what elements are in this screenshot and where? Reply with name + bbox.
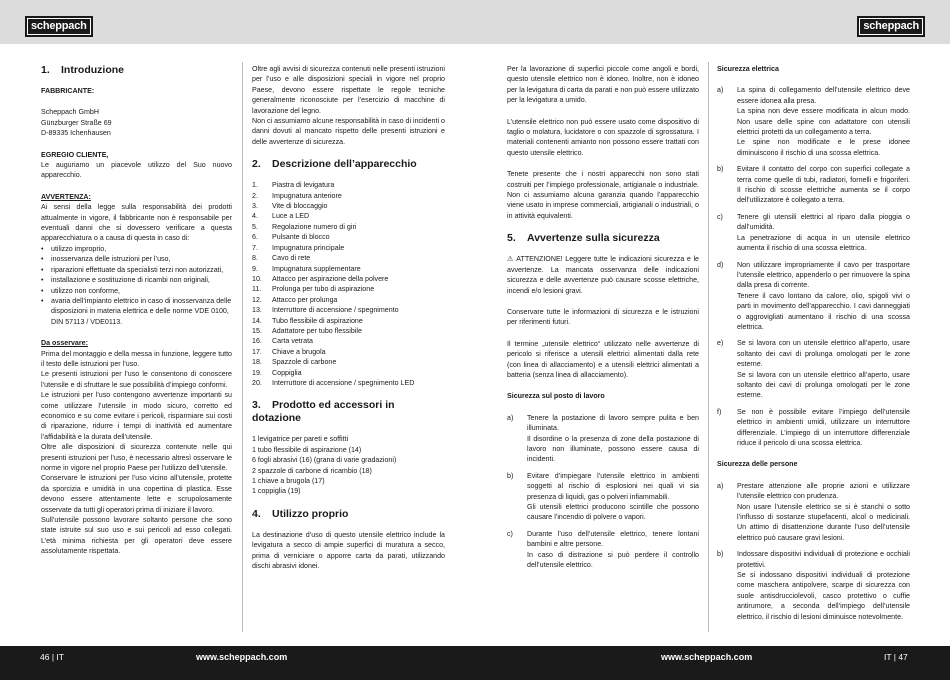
list-item: • avaria dell’impianto elettrico in caso di inosservanza delle disposizioni in materia elettrica e delle norme VDE 0100, DIN 57113 / VDE0113. (41, 296, 232, 327)
parts-list-label: Prolunga per tubo di aspirazione (272, 285, 375, 294)
safety-item-text: Durante l’uso dell’utensile elettrico, tenere lontani bambini e altre persone. (527, 529, 699, 549)
parts-list-item (252, 232, 445, 242)
safety-item-letter: a) (717, 86, 724, 95)
parts-list-item (252, 191, 445, 201)
parts-list-number: 20. (252, 378, 262, 387)
parts-list-label: Carta vetrata (272, 337, 314, 346)
warning-paragraph: ⚠ ATTENZIONE! Leggere tutte le indicazioni sicurezza e le avvertenze. La mancata osservanza delle indicazioni sicurezza e delle avvertenze può causare scosse elettriche, incendi e/o lesioni gravi. (507, 255, 699, 295)
safety-list-item (507, 529, 699, 571)
parts-list-item (252, 201, 445, 211)
safety-item-letter: b) (717, 550, 724, 559)
safety-item-text: In caso di distrazione si può perdere il controllo dell’utensile elettrico. (527, 550, 699, 570)
footer-url-right[interactable]: www.scheppach.com (661, 652, 753, 662)
parts-list-number: 18. (252, 358, 262, 367)
safety-item-text: La penetrazione di acqua in un utensile elettrico aumenta il rischio di una scossa elettrica. (737, 233, 910, 253)
safety-item-text: Tenere la postazione di lavoro sempre pulita e ben illuminata. (527, 413, 699, 433)
fabbricante-label: FABBRICANTE: (41, 87, 95, 95)
workplace-safety-list (507, 413, 699, 571)
parts-list-number: 5. (252, 222, 258, 231)
parts-list-label: Impugnatura anteriore (272, 191, 342, 200)
safety-item-letter: a) (717, 481, 724, 490)
safety-item-letter: b) (717, 165, 724, 174)
osservare-label: Da osservare: (41, 339, 88, 348)
safety-item-text: La spina non deve essere modificata in alcun modo. Non usare delle spine con adattatore con utensili elettrici protetti da un collegamento a terra. (737, 107, 910, 137)
parts-list-item (252, 368, 445, 378)
parts-list-label: Adattatore per tubo flessibile (272, 326, 362, 335)
paragraph: L’utensile elettrico non può essere usato come dispositivo di taglio o molatura, lucidatore o con spazzole di sgrossatura. I materiali contenenti amianto non possono essere trattati con questo utensile elettrico. (507, 117, 699, 157)
safety-item-text: Indossare dispositivi individuali di protezione e occhiali protettivi. (737, 550, 910, 569)
paragraph: Oltre agli avvisi di sicurezza contenuti nelle presenti istruzioni per l’uso e alle disposizioni speciali in vigore nel proprio Paese, devono essere rispettate le regole tecniche generalmente riconosciute per l’esercizio di macchine di lavorazione del legno. (252, 65, 445, 115)
safety-list-item (507, 413, 699, 465)
list-item: • utilizzo improprio, (41, 244, 232, 254)
parts-list-number: 19. (252, 368, 262, 377)
parts-list-number: 4. (252, 212, 258, 221)
paragraph: Tenete presente che i nostri apparecchi non sono stati costruiti per l’impiego professionale, artigianale o industriale. Non ci assumiamo alcuna garanzia quando l’apparecchio viene usato in imprese commerciali, artigianali o industriali, o in attività equivalenti. (507, 170, 699, 220)
parts-list-number: 7. (252, 243, 258, 252)
safety-item-text: Evitare il contatto del corpo con superfici collegate a terra come quelle di tubi, radiatori, fornelli e frigoriferi. Il rischio di scosse elettriche aumenta se il corpo dell’utilizzatore è collegato a terra. (737, 165, 910, 205)
parts-list-item (252, 316, 445, 326)
safety-list-item (717, 212, 910, 254)
parts-list-number: 1. (252, 181, 258, 190)
safety-list-item (717, 260, 910, 333)
paragraph: Sull’utensile possono lavorare soltanto persone che sono state istruite sul suo uso e sui pericoli ad esso collegati. L’età minima richiesta per gli operatori deve essere assolutamente rispettata. (41, 516, 232, 556)
cliente-label: EGREGIO CLIENTE, (41, 150, 109, 159)
parts-list-number: 17. (252, 347, 262, 356)
parts-list-label: Regolazione numero di giri (272, 222, 357, 231)
safety-item-text: Tenere gli utensili elettrici al riparo dalla pioggia o dall’umidità. (737, 212, 910, 232)
list-item: 1 tubo flessibile di aspirazione (14) (252, 445, 362, 454)
section-heading-2: 2. Descrizione dell’apparecchio (252, 158, 417, 171)
paragraph: Prima del montaggio e della messa in funzione, leggere tutto il testo delle istruzioni per l’uso. (41, 349, 232, 368)
parts-list-item (252, 180, 445, 190)
column-1 (41, 64, 232, 557)
list-item: • utilizzo non conforme, (41, 286, 232, 296)
parts-list-item (252, 336, 445, 346)
safety-item-letter: c) (717, 212, 723, 221)
list-item: 2 spazzole di carbone di ricambio (18) (252, 466, 372, 475)
safety-list-item (717, 338, 910, 400)
parts-list-item (252, 253, 445, 263)
parts-list-label: Attacco per aspirazione della polvere (272, 274, 389, 283)
parts-list-label: Vite di bloccaggio (272, 202, 328, 211)
safety-list-item (717, 164, 910, 206)
parts-list-item (252, 243, 445, 253)
list-item: 1 coppiglia (19) (252, 487, 301, 496)
parts-list (252, 180, 445, 388)
parts-list-number: 8. (252, 254, 258, 263)
safety-item-text: Se si indossano dispositivi individuali di protezione come maschera antipolvere, scarpe di sicurezza con suole antisdrucciolevoli, casco protettivo o cuffie antirumore, a seconda dell’impiego dell’utensile elettrico, il rischio di lesioni diminuisce notevolmente. (737, 571, 910, 621)
safety-item-text: Prestare attenzione alle proprie azioni e utilizzare l’utensile elettrico con prudenza. (737, 481, 910, 501)
parts-list-number: 14. (252, 316, 262, 325)
paragraph: Per la lavorazione di superfici piccole come angoli e bordi, questo utensile elettrico non è idoneo. Inoltre, non è idoneo per la levigatura di carta da parati e non può essere utilizzato per la levigatura a umido. (507, 65, 699, 105)
parts-list-number: 2. (252, 191, 258, 200)
cliente-text: Le auguriamo un piacevole utilizzo del Suo nuovo apparecchio. (41, 161, 232, 180)
safety-item-text: Evitare d’impiegare l’utensile elettrico in ambienti soggetti al rischio di esplosioni nei quali vi sia presenza di liquidi, gas o polveri infiammabili. (527, 471, 699, 501)
parts-list-item (252, 357, 445, 367)
parts-list-number: 11. (252, 285, 262, 294)
list-item: • riparazioni effettuate da specialisti terzi non autorizzati, (41, 265, 232, 275)
parts-list-item (252, 295, 445, 305)
parts-list-label: Coppiglia (272, 368, 302, 377)
safety-item-text: Se si lavora con un utensile elettrico all’aperto, usare soltanto dei cavi di prolunga omologati per le zone esterne. (737, 370, 910, 400)
list-item: 1 levigatrice per pareti e soffitti (252, 435, 349, 444)
safety-item-text: Gli utensili elettrici producono scintille che possono causare l’incendio di polvere o vapori. (527, 503, 699, 522)
parts-list-label: Chiave a brugola (272, 347, 326, 356)
parts-list-label: Impugnatura principale (272, 243, 345, 252)
subsection-label: Sicurezza elettrica (717, 65, 779, 73)
parts-list-label: Interruttore di accensione / spegnimento (272, 306, 399, 315)
section-heading-1: 1. Introduzione (41, 64, 124, 76)
safety-item-text: Non utilizzare impropriamente il cavo per trasportare l’utensile elettrico, appenderlo o per rimuovere la spina dalla presa di corrente. (737, 260, 910, 290)
subsection-label: Sicurezza sul posto di lavoro (507, 392, 605, 401)
parts-list-number: 6. (252, 233, 258, 242)
safety-list-item (717, 407, 910, 449)
parts-list-label: Spazzole di carbone (272, 358, 337, 367)
safety-item-text: Tenere il cavo lontano da calore, olio, spigoli vivi o parti in movimento dell’apparecchio. I cavi danneggiati o aggrovigliati aumentano il rischio di una scossa elettrica. (737, 291, 910, 331)
parts-list-label: Cavo di rete (272, 254, 311, 263)
parts-list-item (252, 378, 445, 388)
column-3 (507, 64, 699, 570)
personal-safety-list (717, 481, 910, 622)
column-divider (708, 62, 709, 632)
parts-list-number: 15. (252, 326, 262, 335)
parts-list-item (252, 264, 445, 274)
safety-list-item (717, 549, 910, 622)
scheppach-logo-right: scheppach (857, 16, 925, 37)
paragraph: Non ci assumiamo alcune responsabilità in caso di incidenti o danni dovuti al mancato rispetto delle presenti istruzioni e delle avvertenze di sicurezza. (252, 117, 445, 146)
section-heading-3: 3. Prodotto ed accessori in dotazione (252, 399, 395, 425)
paragraph: La destinazione d’uso di questo utensile elettrico include la levigatura a secco di ampie superfici di muratura a secco, prima di verniciare o apporre carta da parati, utilizzando dischi abrasivi idonei. (252, 530, 445, 571)
parts-list-number: 9. (252, 264, 258, 273)
safety-item-letter: c) (507, 529, 513, 538)
parts-list-label: Impugnatura supplementare (272, 264, 361, 273)
list-item: • installazione e sostituzione di ricambi non originali, (41, 275, 232, 285)
safety-list-item (717, 481, 910, 543)
safety-item-text: Il disordine o la presenza di zone della postazione di lavoro non illuminate, possono essere causa di incidenti. (527, 434, 699, 464)
paragraph: Oltre alle disposizioni di sicurezza contenute nelle qui presenti istruzioni per l’uso, è necessario altresì osservare le norme in vigore nel proprio Paese per l’utilizzo dell’utensile. (41, 443, 232, 472)
page-number-right: IT | 47 (884, 652, 908, 662)
parts-list-label: Tubo flessibile di aspirazione (272, 316, 363, 325)
safety-item-text: Se si lavora con un utensile elettrico all’aperto, usare soltanto dei cavi di prolunga omologati per le zone esterne. (737, 339, 910, 369)
section-heading-5: 5. Avvertenze sulla sicurezza (507, 232, 660, 245)
parts-list-number: 12. (252, 295, 262, 304)
column-2 (252, 64, 445, 571)
column-divider (242, 62, 243, 632)
footer-url-left[interactable]: www.scheppach.com (196, 652, 288, 662)
manufacturer-address: Scheppach GmbH Günzburger Straße 69 D-89335 Ichenhausen (41, 108, 112, 138)
parts-list-label: Pulsante di blocco (272, 233, 330, 242)
avvertenza-text: Ai sensi della legge sulla responsabilità dei prodotti attualmente in vigore, il fabbricante non è responsabile per eventuali danni che si dovessero verificare a questa apparecchiatura o a causa di questa in caso di: (41, 203, 232, 243)
parts-list-number: 16. (252, 337, 262, 346)
safety-item-text: Non usare l’utensile elettrico se si è stanchi o sotto l’influsso di sostanze stupefacenti, alcol o medicinali. Un attimo di disattenzione durante l’uso dell’utensile elettrico può causare gravi lesioni. (737, 502, 910, 542)
electrical-safety-list (717, 85, 910, 448)
parts-list-item (252, 211, 445, 221)
page-number-left: 46 | IT (40, 652, 64, 662)
parts-list-item (252, 347, 445, 357)
parts-list-number: 13. (252, 306, 262, 315)
safety-list-item (507, 471, 699, 523)
parts-list-item (252, 274, 445, 284)
list-item: 6 fogli abrasivi (16) (grana di varie gradazioni) (252, 456, 397, 465)
safety-item-letter: e) (717, 339, 724, 348)
safety-item-letter: f) (717, 407, 722, 416)
safety-item-letter: b) (507, 471, 514, 480)
section-heading-4: 4. Utilizzo proprio (252, 507, 349, 520)
accessories-list (252, 434, 445, 496)
paragraph: Le presenti istruzioni per l’uso le consentono di conoscere l’utensile e di sfruttare le sue possibilità d’impiego conformi. (41, 370, 232, 389)
parts-list-number: 10. (252, 274, 262, 283)
warning-icon: ⚠ (507, 255, 515, 264)
paragraph: Il termine „utensile elettrico“ utilizzato nelle avvertenze di pericolo si riferisce a utensili elettrici alimentati dalla rete (con linea di allacciamento) e a utensili elettrici alimentati a batteria (senza linea di allacciamento). (507, 339, 699, 379)
paragraph: Le istruzioni per l’uso contengono avvertenze importanti su come utilizzare l’utensile in modo sicuro, corretto ed economico e su come evitare i pericoli, risparmiare sui costi di riparazione, ridurre i tempi di inattività ed aumentare l’affidabilità e la durata dell’utensile. (41, 391, 232, 441)
parts-list-item (252, 305, 445, 315)
paragraph: Conservare le istruzioni per l’uso vicino all’utensile, protette da sporcizia e umidità in una copertina di plastica. Esse devono essere attentamente lette e scrupolosamente osservate da tutti gli operatori prima di iniziare il lavoro. (41, 474, 232, 514)
parts-list-label: Interruttore di accensione / spegnimento LED (272, 378, 415, 387)
safety-item-text: La spina di collegamento dell’utensile elettrico deve essere idonea alla presa. (737, 86, 910, 105)
avvertenza-label: AVVERTENZA: (41, 192, 91, 201)
safety-item-letter: d) (717, 260, 724, 269)
parts-list-number: 3. (252, 202, 258, 211)
safety-list-item (717, 85, 910, 158)
parts-list-item (252, 222, 445, 232)
header-bar (0, 0, 950, 44)
parts-list-label: Attacco per prolunga (272, 295, 338, 304)
safety-item-letter: a) (507, 413, 514, 422)
list-item: 1 chiave a brugola (17) (252, 477, 325, 485)
liability-list (41, 244, 232, 327)
parts-list-label: Luce a LED (272, 212, 310, 221)
parts-list-item (252, 284, 445, 294)
footer-bar (0, 646, 950, 680)
safety-item-text: Se non è possibile evitare l’impiego dell’utensile elettrico in ambienti umidi, utilizzare un interruttore differenziale. L’impiego di un interruttore differenziale riduce il pericolo di una scossa elettrica. (737, 407, 910, 447)
parts-list-item (252, 326, 445, 336)
subsection-label: Sicurezza delle persone (717, 460, 798, 469)
safety-item-text: Le spine non modificate e le prese idonee diminuiscono il rischio di una scossa elettrica. (737, 138, 910, 157)
scheppach-logo-left: scheppach (25, 16, 93, 37)
paragraph: Conservare tutte le informazioni di sicurezza e le istruzioni per riferimenti futuri. (507, 307, 699, 327)
parts-list-label: Piastra di levigatura (272, 181, 335, 190)
column-4 (717, 64, 910, 622)
list-item: • inosservanza delle istruzioni per l’uso, (41, 254, 232, 264)
